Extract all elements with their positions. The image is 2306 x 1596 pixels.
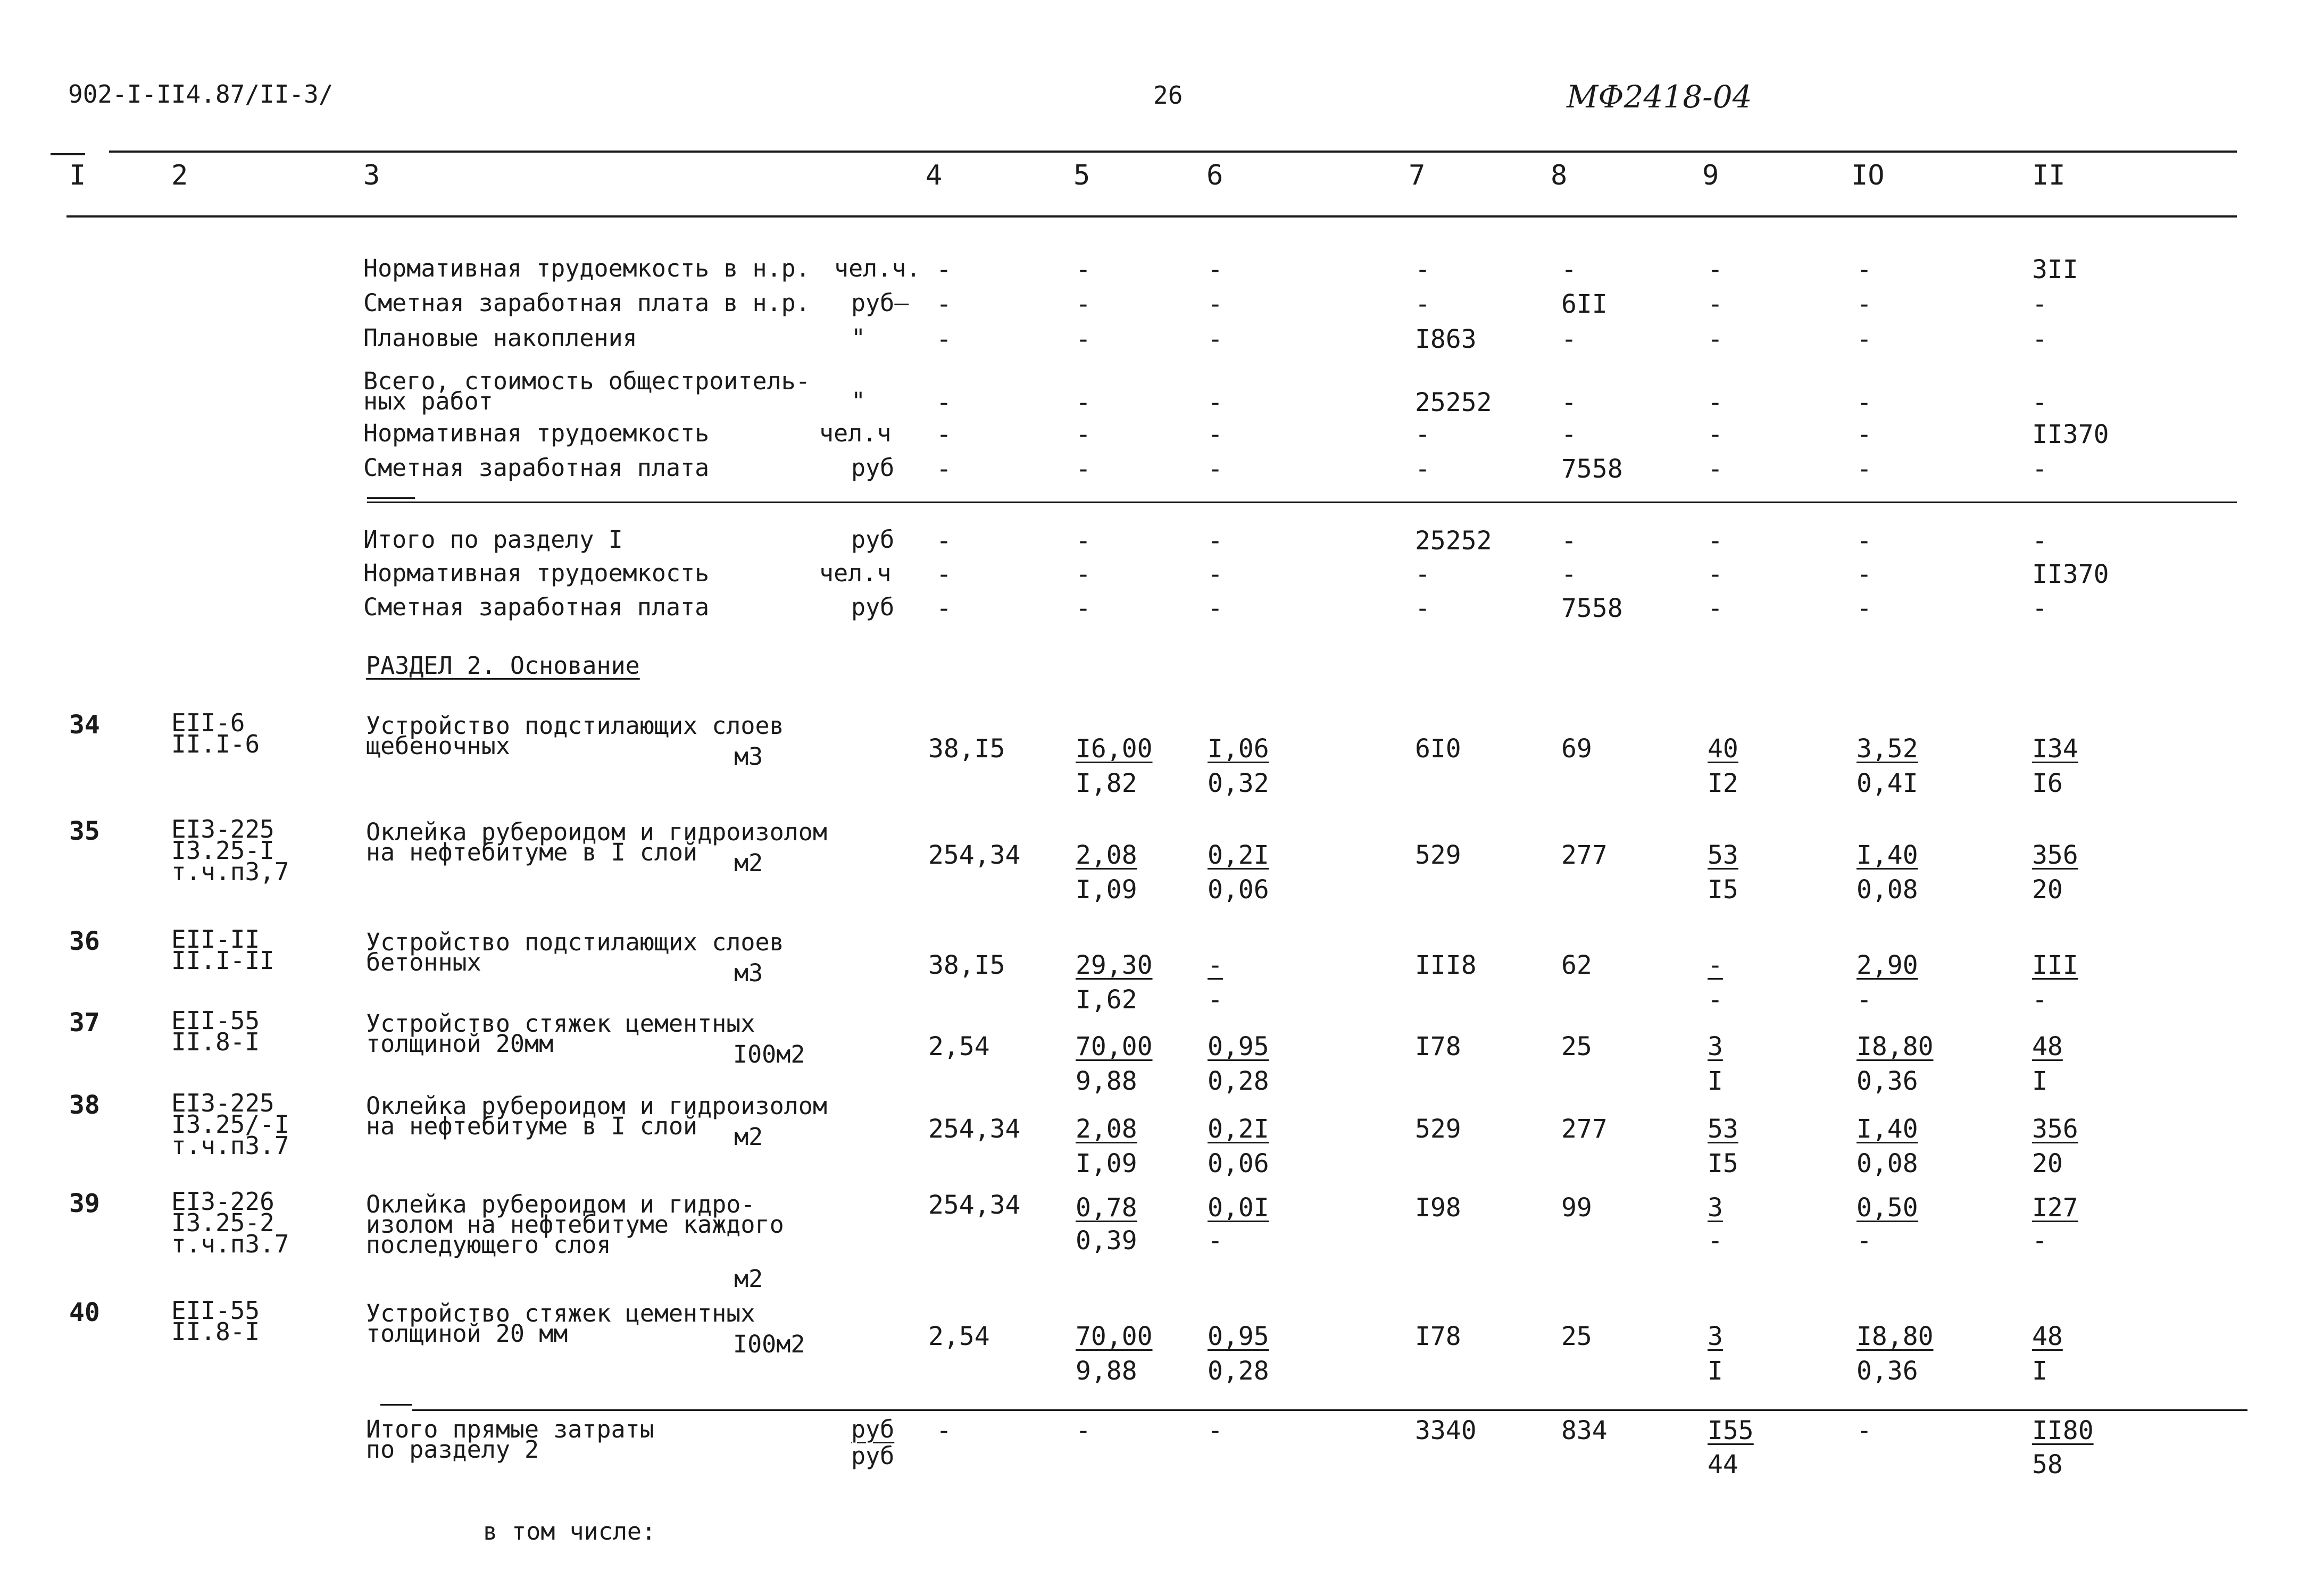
summary-value: - <box>2032 594 2047 623</box>
item-unit-wage: I,82 <box>1076 768 1137 798</box>
summary-label: Нормативная трудоемкость <box>363 559 710 587</box>
item-unit-wage: 9,88 <box>1076 1356 1137 1386</box>
item-labor-unit: I,40 <box>1857 1114 1918 1144</box>
summary-unit: чел.ч <box>819 559 892 587</box>
item-unit: м3 <box>734 959 763 987</box>
summary-label: Сметная заработная плата <box>363 593 710 621</box>
summary-value: - <box>1076 289 1091 319</box>
item-code: EI3-225 <box>171 1089 274 1117</box>
total-label: по разделу 2 <box>366 1435 539 1464</box>
item-code: II.I-6 <box>171 730 260 758</box>
total-value: - <box>1208 1416 1223 1445</box>
summary-value: - <box>1076 255 1091 285</box>
item-labor-unit-b: - <box>1857 985 1872 1015</box>
item-machine-total: 53 <box>1708 1114 1738 1144</box>
item-machine-price: 0,2I <box>1208 840 1269 870</box>
item-code: EII-55 <box>171 1006 260 1035</box>
total-rule <box>412 1409 2247 1411</box>
item-quantity: 38,I5 <box>928 950 1005 980</box>
summary-value: - <box>1857 388 1872 417</box>
item-labor-unit: I8,80 <box>1857 1032 1934 1062</box>
item-description: толщиной 20мм <box>366 1030 554 1058</box>
item-unit: I00м2 <box>733 1040 805 1068</box>
summary-value: - <box>1076 388 1091 417</box>
summary-value: - <box>1561 420 1577 449</box>
summary-label: Сметная заработная плата в н.р. <box>363 289 810 317</box>
footer-note: в том числе: <box>483 1517 656 1545</box>
summary-divider-stub <box>367 497 415 499</box>
item-description: Устройство стяжек цементных <box>366 1009 755 1038</box>
total-value: 58 <box>2032 1450 2063 1480</box>
column-number: IO <box>1851 160 1885 191</box>
item-description: Устройство подстилающих слоев <box>366 712 784 740</box>
item-machine-wage: 0,06 <box>1208 1149 1269 1179</box>
item-total: 529 <box>1415 1114 1461 1144</box>
summary-label: ных работ <box>363 387 493 415</box>
item-wage-total: 99 <box>1561 1193 1592 1223</box>
summary-value: - <box>1708 454 1723 484</box>
item-quantity: 2,54 <box>928 1322 990 1351</box>
item-number: 38 <box>69 1090 100 1120</box>
item-code: II.8-I <box>171 1317 260 1346</box>
item-description: Устройство стяжек цементных <box>366 1299 755 1327</box>
item-unit-price: 70,00 <box>1076 1032 1153 1062</box>
item-description: Оклейка рубероидом и гидроизолом <box>366 1092 827 1120</box>
summary-value: - <box>1208 255 1223 285</box>
item-description: толщиной 20 мм <box>366 1319 568 1348</box>
summary-value: - <box>936 454 952 484</box>
item-labor-unit: 2,90 <box>1857 950 1918 980</box>
summary-value: - <box>1208 388 1223 417</box>
summary-value: 7558 <box>1561 454 1623 484</box>
column-number: II <box>2032 160 2066 191</box>
item-machine-wage-total: - <box>1708 985 1723 1015</box>
total-value: II80 <box>2032 1416 2094 1445</box>
summary-value: - <box>1708 559 1723 589</box>
total-unit: руб <box>851 1415 895 1443</box>
total-rule-stub <box>380 1404 412 1406</box>
item-number: 34 <box>69 710 100 740</box>
summary-value: - <box>1561 255 1577 285</box>
item-labor-total: 48 <box>2032 1322 2063 1351</box>
item-unit-price: 2,08 <box>1076 840 1137 870</box>
item-unit-wage: I,09 <box>1076 1149 1137 1179</box>
item-total: 529 <box>1415 840 1461 870</box>
summary-value: - <box>1857 526 1872 556</box>
item-description: последующего слоя <box>366 1231 611 1259</box>
summary-value: 25252 <box>1415 388 1492 417</box>
summary-value: - <box>1708 526 1723 556</box>
item-labor-total: 356 <box>2032 840 2078 870</box>
summary-value: - <box>1857 454 1872 484</box>
summary-value: II370 <box>2032 420 2109 449</box>
item-code: EII-II <box>171 925 260 954</box>
item-code: т.ч.п3.7 <box>171 1131 289 1160</box>
item-unit-price: I6,00 <box>1076 734 1153 764</box>
item-machine-total: 3 <box>1708 1032 1723 1062</box>
item-machine-price: 0,95 <box>1208 1032 1269 1062</box>
summary-divider <box>367 502 2237 503</box>
summary-value: I863 <box>1415 324 1477 354</box>
summary-unit: " <box>851 324 866 352</box>
column-number: 9 <box>1702 160 1719 191</box>
item-unit: м3 <box>734 742 763 771</box>
item-unit-wage: 0,39 <box>1076 1226 1137 1256</box>
summary-value: - <box>1208 559 1223 589</box>
summary-value: - <box>1857 559 1872 589</box>
summary-value: - <box>1076 324 1091 354</box>
item-description: Устройство подстилающих слоев <box>366 928 784 956</box>
summary-value: - <box>936 255 952 285</box>
column-number: 7 <box>1409 160 1426 191</box>
summary-value: - <box>1415 594 1430 623</box>
column-number: 5 <box>1073 160 1090 191</box>
summary-value: - <box>1208 289 1223 319</box>
column-number: 8 <box>1551 160 1568 191</box>
summary-unit: руб <box>851 593 895 621</box>
summary-value: - <box>936 420 952 449</box>
summary-value: - <box>1208 324 1223 354</box>
item-machine-wage-total: I5 <box>1708 1149 1738 1179</box>
summary-value: - <box>1708 388 1723 417</box>
handwritten-stamp: МФ2418-04 <box>1567 79 1752 115</box>
item-labor-total-b: I <box>2032 1066 2047 1096</box>
item-number: 36 <box>69 926 100 956</box>
item-code: I3.25-I <box>171 836 274 865</box>
summary-value: - <box>2032 526 2047 556</box>
item-code: EI3-226 <box>171 1187 274 1216</box>
item-machine-wage: - <box>1208 1226 1223 1256</box>
summary-value: - <box>1561 526 1577 556</box>
column-number: 2 <box>171 160 188 191</box>
item-total: I98 <box>1415 1193 1461 1223</box>
summary-value: - <box>1708 594 1723 623</box>
section-title: РАЗДЕЛ 2. Основание <box>366 651 640 680</box>
top-rule-stub <box>51 153 85 155</box>
item-code: II.8-I <box>171 1027 260 1056</box>
item-labor-total-b: I <box>2032 1356 2047 1386</box>
item-wage-total: 25 <box>1561 1322 1592 1351</box>
item-labor-total-b: 20 <box>2032 1149 2063 1179</box>
item-quantity: 2,54 <box>928 1032 990 1062</box>
item-quantity: 254,34 <box>928 840 1021 870</box>
item-quantity: 254,34 <box>928 1190 1021 1220</box>
item-unit: I00м2 <box>733 1330 805 1358</box>
item-unit: м2 <box>734 849 763 877</box>
summary-label: Нормативная трудоемкость <box>363 419 710 447</box>
item-unit-price: 2,08 <box>1076 1114 1137 1144</box>
item-machine-price: 0,2I <box>1208 1114 1269 1144</box>
item-machine-wage-total: I2 <box>1708 768 1738 798</box>
summary-value: 6II <box>1561 289 1608 319</box>
summary-value: - <box>2032 388 2047 417</box>
summary-value: - <box>1857 324 1872 354</box>
item-labor-unit: 3,52 <box>1857 734 1918 764</box>
total-value: I55 <box>1708 1416 1754 1445</box>
summary-label: Итого по разделу I <box>363 525 623 554</box>
item-labor-total: I34 <box>2032 734 2078 764</box>
item-labor-unit-b: 0,08 <box>1857 1149 1918 1179</box>
item-machine-wage-total: - <box>1708 1226 1723 1256</box>
total-unit: руб <box>851 1442 895 1470</box>
total-value: - <box>1857 1416 1872 1445</box>
item-machine-wage-total: I <box>1708 1356 1723 1386</box>
item-wage-total: 62 <box>1561 950 1592 980</box>
summary-value: - <box>2032 324 2047 354</box>
item-quantity: 254,34 <box>928 1114 1021 1144</box>
summary-value: - <box>1076 454 1091 484</box>
item-code: I3.25/-I <box>171 1110 289 1139</box>
item-quantity: 38,I5 <box>928 734 1005 764</box>
item-code: EI3-225 <box>171 815 274 843</box>
summary-value: - <box>1415 559 1430 589</box>
item-description: изолом на нефтебитуме каждого <box>366 1210 784 1239</box>
summary-value: - <box>1208 454 1223 484</box>
summary-unit: руб <box>851 525 895 554</box>
total-value: 3340 <box>1415 1416 1477 1445</box>
summary-value: - <box>1208 594 1223 623</box>
summary-value: - <box>1561 324 1577 354</box>
summary-unit: " <box>851 387 866 415</box>
item-wage-total: 277 <box>1561 1114 1608 1144</box>
item-description: на нефтебитуме в I слой <box>366 1112 698 1140</box>
top-rule <box>109 151 2237 153</box>
page-number: 26 <box>1153 81 1183 110</box>
summary-value: - <box>936 388 952 417</box>
summary-value: - <box>1857 420 1872 449</box>
item-labor-unit: I,40 <box>1857 840 1918 870</box>
item-code: т.ч.п3,7 <box>171 857 289 886</box>
summary-value: 25252 <box>1415 526 1492 556</box>
document-code: 902-I-II4.87/II-3/ <box>68 80 334 108</box>
summary-value: - <box>1415 255 1430 285</box>
item-description: бетонных <box>366 948 481 976</box>
summary-value: - <box>936 324 952 354</box>
item-description: щебеночных <box>366 732 510 760</box>
item-unit-price: 29,30 <box>1076 950 1153 980</box>
item-labor-total-b: I6 <box>2032 768 2063 798</box>
summary-value: - <box>1561 388 1577 417</box>
total-label: Итого прямые затраты <box>366 1415 654 1443</box>
item-machine-wage-total: I5 <box>1708 875 1738 905</box>
summary-value: - <box>1076 559 1091 589</box>
summary-value: - <box>1708 420 1723 449</box>
summary-value: - <box>936 594 952 623</box>
item-labor-unit-b: 0,36 <box>1857 1066 1918 1096</box>
item-unit-price: 0,78 <box>1076 1193 1137 1223</box>
item-machine-wage: 0,28 <box>1208 1066 1269 1096</box>
item-machine-wage: - <box>1208 985 1223 1015</box>
item-wage-total: 277 <box>1561 840 1608 870</box>
item-labor-unit-b: 0,36 <box>1857 1356 1918 1386</box>
summary-value: - <box>1708 289 1723 319</box>
summary-label: Всего, стоимость общестроитель- <box>363 367 810 395</box>
item-machine-price: 0,0I <box>1208 1193 1269 1223</box>
summary-value: - <box>1708 255 1723 285</box>
item-wage-total: 69 <box>1561 734 1592 764</box>
item-total: I78 <box>1415 1322 1461 1351</box>
item-code: EII-55 <box>171 1296 260 1325</box>
header-bottom-rule <box>66 215 2237 218</box>
summary-value: - <box>1208 526 1223 556</box>
item-labor-unit-b: - <box>1857 1226 1872 1256</box>
item-labor-total-b: 20 <box>2032 875 2063 905</box>
item-machine-total: 53 <box>1708 840 1738 870</box>
item-total: 6I0 <box>1415 734 1461 764</box>
summary-unit: руб <box>851 454 895 482</box>
item-machine-wage-total: I <box>1708 1066 1723 1096</box>
summary-unit: чел.ч <box>819 419 892 447</box>
item-unit: м2 <box>734 1265 763 1293</box>
item-number: 35 <box>69 816 100 846</box>
item-unit: м2 <box>734 1123 763 1151</box>
item-machine-total: - <box>1708 950 1723 980</box>
summary-value: - <box>1076 420 1091 449</box>
item-total: I78 <box>1415 1032 1461 1062</box>
item-labor-unit: 0,50 <box>1857 1193 1918 1223</box>
summary-value: - <box>1857 289 1872 319</box>
summary-value: - <box>1857 255 1872 285</box>
item-labor-unit: I8,80 <box>1857 1322 1934 1351</box>
item-machine-wage: 0,28 <box>1208 1356 1269 1386</box>
summary-label: Сметная заработная плата <box>363 454 710 482</box>
item-labor-total: I27 <box>2032 1193 2078 1223</box>
item-unit-wage: I,62 <box>1076 985 1137 1015</box>
item-labor-unit-b: 0,4I <box>1857 768 1918 798</box>
item-labor-total-b: - <box>2032 985 2047 1015</box>
item-machine-wage: 0,32 <box>1208 768 1269 798</box>
item-machine-price: - <box>1208 950 1223 980</box>
column-number: 3 <box>363 160 380 191</box>
item-code: II.I-II <box>171 946 274 975</box>
summary-value: - <box>1708 324 1723 354</box>
summary-label: Нормативная трудоемкость в н.р. <box>363 254 810 282</box>
item-labor-unit-b: 0,08 <box>1857 875 1918 905</box>
item-number: 40 <box>69 1298 100 1327</box>
summary-value: 7558 <box>1561 594 1623 623</box>
summary-value: - <box>1415 420 1430 449</box>
summary-value: - <box>936 289 952 319</box>
item-unit-wage: 9,88 <box>1076 1066 1137 1096</box>
item-machine-price: I,06 <box>1208 734 1269 764</box>
item-code: т.ч.п3.7 <box>171 1230 289 1258</box>
item-number: 39 <box>69 1189 100 1218</box>
summary-value: - <box>1076 594 1091 623</box>
item-unit-price: 70,00 <box>1076 1322 1153 1351</box>
item-machine-wage: 0,06 <box>1208 875 1269 905</box>
column-number: 6 <box>1206 160 1223 191</box>
summary-value: II370 <box>2032 559 2109 589</box>
summary-value: - <box>936 526 952 556</box>
summary-value: - <box>1208 420 1223 449</box>
summary-value: - <box>2032 289 2047 319</box>
item-labor-total: 356 <box>2032 1114 2078 1144</box>
total-value: 44 <box>1708 1450 1738 1480</box>
item-machine-total: 3 <box>1708 1193 1723 1223</box>
item-description: Оклейка рубероидом и гидроизолом <box>366 818 827 846</box>
summary-value: - <box>2032 454 2047 484</box>
item-number: 37 <box>69 1008 100 1038</box>
total-value: - <box>1076 1416 1091 1445</box>
summary-value: - <box>1076 526 1091 556</box>
total-value: 834 <box>1561 1416 1608 1445</box>
summary-label: Плановые накопления <box>363 324 637 352</box>
summary-value: - <box>1415 289 1430 319</box>
item-code: EII-6 <box>171 708 245 737</box>
item-total: III8 <box>1415 950 1477 980</box>
item-machine-price: 0,95 <box>1208 1322 1269 1351</box>
summary-value: 3II <box>2032 255 2078 285</box>
item-wage-total: 25 <box>1561 1032 1592 1062</box>
item-code: I3.25-2 <box>171 1208 274 1237</box>
summary-unit: руб— <box>851 289 909 317</box>
summary-value: - <box>1561 559 1577 589</box>
column-number: I <box>69 160 86 191</box>
total-value: - <box>936 1416 952 1445</box>
item-labor-total-b: - <box>2032 1226 2047 1256</box>
summary-value: - <box>936 559 952 589</box>
summary-value: - <box>1857 594 1872 623</box>
summary-unit: чел.ч. <box>834 254 921 282</box>
item-description: Оклейка рубероидом и гидро- <box>366 1190 755 1218</box>
item-unit-wage: I,09 <box>1076 875 1137 905</box>
column-number: 4 <box>926 160 943 191</box>
item-labor-total: 48 <box>2032 1032 2063 1062</box>
summary-value: - <box>1415 454 1430 484</box>
item-description: на нефтебитуме в I слой <box>366 838 698 866</box>
item-labor-total: III <box>2032 950 2078 980</box>
item-machine-total: 3 <box>1708 1322 1723 1351</box>
item-machine-total: 40 <box>1708 734 1738 764</box>
